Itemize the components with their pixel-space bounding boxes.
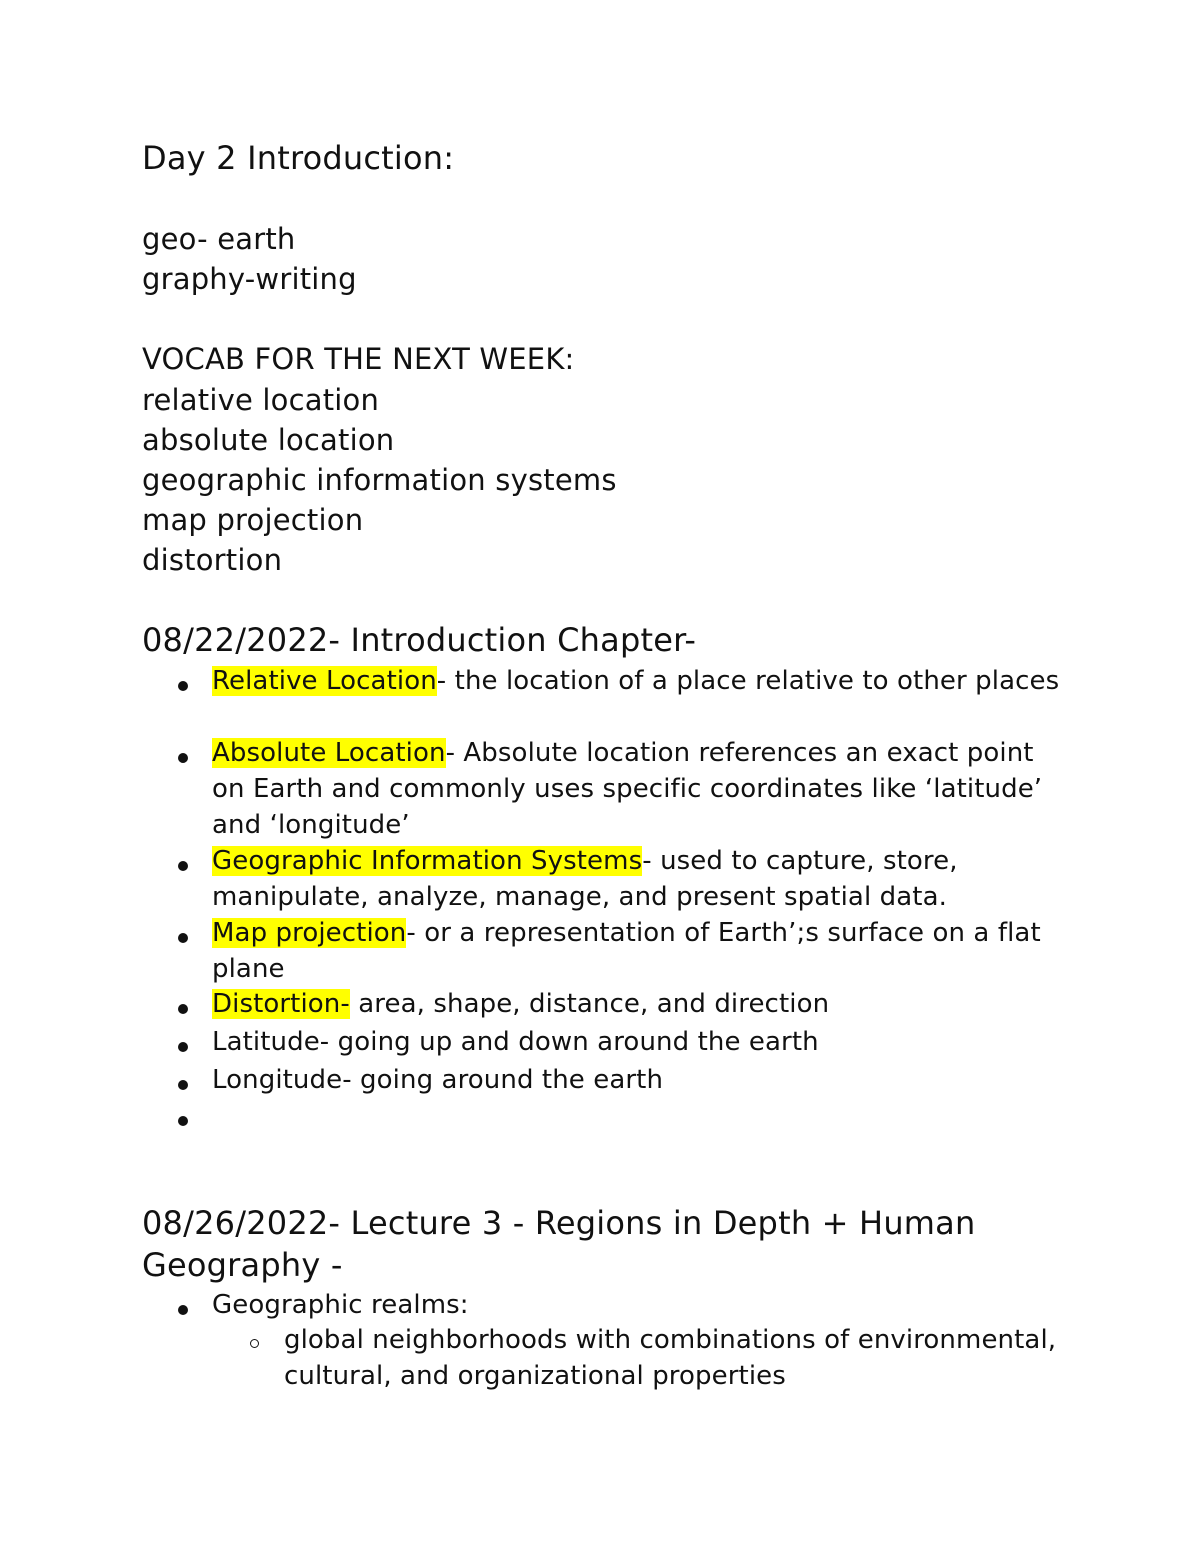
page-title: Day 2 Introduction: [142, 139, 455, 177]
vocab-item: absolute location [142, 423, 395, 457]
vocab-item: distortion [142, 543, 283, 577]
list-item [212, 843, 1072, 915]
section1-heading: 08/22/2022- Introduction Chapter- [142, 621, 697, 659]
vocab-heading: VOCAB FOR THE NEXT WEEK: [142, 342, 575, 376]
highlighted-term: Distortion- [212, 989, 350, 1019]
bullet-dot [178, 1042, 188, 1052]
highlighted-term: Geographic Information Systems [212, 846, 643, 876]
highlighted-term: Relative Location [212, 666, 437, 696]
bullet-dot [178, 1116, 188, 1126]
bullet-dot [178, 933, 188, 943]
highlighted-term: Map projection [212, 918, 407, 948]
sub-bullet-circle [250, 1339, 259, 1348]
definition: - used to capture, store, manipulate, analyze, manage, and present spatial data. [212, 846, 958, 912]
definition: - Absolute location references an exact point on Earth and commonly uses specific coordinates like ‘latitude’ and ‘longitude’ [212, 738, 1043, 840]
root-geo: geo- earth [142, 222, 296, 256]
list-item [212, 735, 1072, 843]
vocab-item: relative location [142, 383, 380, 417]
vocab-item: map projection [142, 503, 364, 537]
list-item [212, 663, 1072, 699]
list-item [212, 915, 1072, 987]
bullet-dot [178, 1080, 188, 1090]
bullet-dot [178, 1004, 188, 1014]
definition: Latitude- going up and down around the earth [212, 1027, 819, 1057]
highlighted-term: Absolute Location [212, 738, 446, 768]
root-graphy: graphy-writing [142, 262, 357, 296]
definition: - the location of a place relative to other places [436, 666, 1060, 696]
list-item: Geographic realms: [212, 1290, 469, 1320]
section2-heading-line2: Geography - [142, 1246, 343, 1284]
section2-heading-line1: 08/26/2022- Lecture 3 - Regions in Depth + Human [142, 1204, 976, 1242]
list-item [212, 1062, 1072, 1098]
bullet-dot [178, 1305, 188, 1315]
vocab-item: geographic information systems [142, 463, 617, 497]
list-item [212, 986, 1072, 1022]
bullet-dot [178, 681, 188, 691]
definition: area, shape, distance, and direction [349, 989, 830, 1019]
definition: Longitude- going around the earth [212, 1065, 664, 1095]
bullet-dot [178, 753, 188, 763]
bullet-dot [178, 861, 188, 871]
list-item [212, 1024, 1072, 1060]
definition: - or a representation of Earth’;s surface on a flat plane [212, 918, 1041, 984]
sub-list-item: global neighborhoods with combinations of environmental, cultural, and organizational properties [284, 1325, 1057, 1391]
